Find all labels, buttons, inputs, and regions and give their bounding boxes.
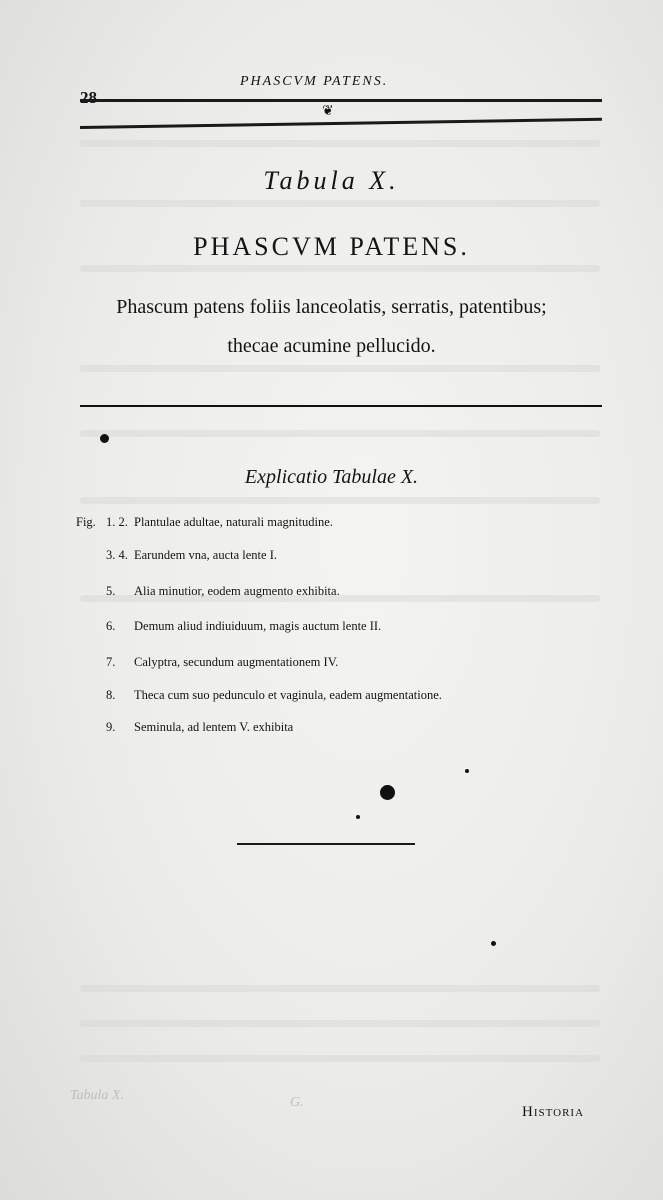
header-rule-lower: [80, 118, 602, 129]
bleed-through-text: G.: [290, 1095, 304, 1110]
ink-spot: [491, 941, 496, 946]
bleed-through-line: [80, 497, 600, 504]
figure-description: Calyptra, secundum augmentationem IV.: [134, 655, 339, 669]
explanation-heading: Explicatio Tabulae X.: [244, 466, 419, 488]
rule-ornament-icon: ❦: [322, 104, 334, 119]
bleed-through-text: Tabula X.: [70, 1088, 124, 1103]
bleed-through-line: [80, 985, 600, 992]
diagnosis-line-2: thecae acumine pellucido.: [227, 335, 436, 357]
bleed-through-line: [80, 265, 600, 272]
bleed-through-line: [80, 140, 600, 147]
figure-description: Alia minutior, eodem augmento exhibita.: [134, 584, 340, 598]
ink-spot: [100, 434, 109, 443]
section-rule: [80, 405, 602, 407]
figure-item: [76, 515, 333, 530]
figure-item: [76, 619, 381, 634]
figure-number: 9.: [106, 720, 116, 734]
figure-number: 7.: [106, 655, 116, 669]
figure-number: 1. 2.: [106, 515, 128, 529]
ink-spot: [380, 785, 395, 800]
bleed-through-line: [80, 430, 600, 437]
page-number: 28: [80, 88, 97, 107]
figure-item: [76, 720, 293, 735]
figure-item: [76, 584, 340, 599]
figure-item: [76, 688, 442, 703]
diagnosis-line-1: Phascum patens foliis lanceolatis, serratis, patentibus;: [116, 296, 547, 318]
ink-spot: [356, 815, 360, 819]
figure-number: 5.: [106, 584, 116, 598]
bleed-through-line: [80, 200, 600, 207]
ink-spot: [465, 769, 469, 773]
figure-description: Theca cum suo pedunculo et vaginula, eadem augmentatione.: [134, 688, 442, 702]
figure-number: 6.: [106, 619, 116, 633]
figure-number: 3. 4.: [106, 548, 128, 562]
catchword: Historia: [522, 1104, 585, 1120]
header-rule: [80, 99, 602, 102]
figure-description: Plantulae adultae, naturali magnitudine.: [134, 515, 333, 529]
figure-description: Demum aliud indiuiduum, magis auctum lente II.: [134, 619, 382, 633]
figure-item: [76, 655, 338, 670]
bleed-through-line: [80, 1055, 600, 1062]
bleed-through-line: [80, 1020, 600, 1027]
figure-description: Seminula, ad lentem V. exhibita: [134, 720, 294, 734]
closing-rule: [237, 843, 415, 845]
species-name: PHASCVM PATENS.: [193, 232, 470, 261]
bleed-through-line: [80, 365, 600, 372]
plate-title: Tabula X.: [263, 166, 400, 195]
running-title: PHASCVM PATENS.: [240, 74, 389, 89]
figure-item: [76, 548, 277, 563]
figure-number: 8.: [106, 688, 116, 702]
fig-label: Fig.: [76, 515, 96, 529]
figure-description: Earundem vna, aucta lente I.: [134, 548, 277, 562]
